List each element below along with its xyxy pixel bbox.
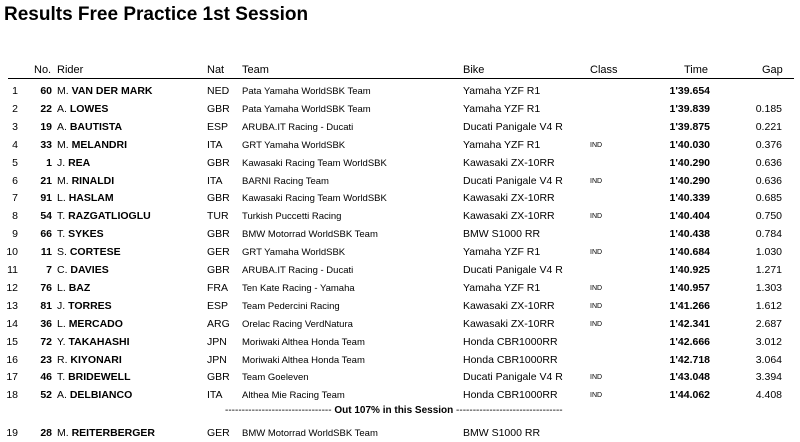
position-cell: 17 [6,371,18,384]
position-cell: 16 [6,353,18,366]
class-cell: IND [590,392,603,400]
rider-number-cell: 22 [40,102,52,115]
gap-cell: 1.612 [755,299,782,312]
nationality-cell: GER [207,246,230,259]
table-row [0,172,800,190]
rider-name-cell [57,139,127,151]
rider-name-cell [57,103,108,115]
rider-number-cell: 28 [40,427,52,439]
out-107-label: Out 107% in this Session [334,405,454,416]
team-cell: ARUBA.IT Racing - Ducati [242,121,354,133]
nationality-cell: ITA [207,174,223,187]
table-row [0,279,800,297]
team-cell: GRT Yamaha WorldSBK [242,247,346,259]
position-cell: 5 [12,156,18,169]
gap-cell: 0.784 [755,228,782,241]
nationality-cell: TUR [207,210,229,223]
rider-surname: REA [68,156,91,169]
nationality-cell: ESP [207,299,229,312]
gap-cell: 0.750 [755,210,782,223]
lap-time-cell: 1'40.957 [669,281,710,294]
team-cell: Pata Yamaha WorldSBK Team [242,86,371,97]
nationality-cell: GBR [207,228,230,241]
table-row [0,154,800,172]
bike-cell: Kawasaki ZX-10RR [463,317,555,330]
nationality-cell: JPN [207,335,227,348]
rider-name-cell [57,336,130,348]
position-cell: 9 [12,228,18,241]
class-cell: IND [590,249,603,257]
header-divider [8,78,794,79]
rider-initial: M. [57,138,69,151]
team-cell: Team Pedercini Racing [242,300,340,312]
rider-name-cell [57,264,109,276]
rider-name-cell [57,354,122,366]
bike-cell: Kawasaki ZX-10RR [463,210,555,223]
bike-cell: Honda CBR1000RR [463,389,558,402]
position-cell: 3 [12,120,18,133]
rider-number-cell: 7 [46,264,52,276]
rider-number-cell: 76 [40,281,52,294]
lap-time-cell: 1'40.030 [669,138,710,151]
rider-number-cell: 54 [40,210,52,223]
rider-surname: VAN DER MARK [71,85,153,97]
rider-number-cell: 23 [40,353,52,366]
team-cell: BMW Motorrad WorldSBK Team [242,229,378,241]
nationality-cell: NED [207,85,230,97]
rider-initial: A. [57,389,67,402]
gap-cell: 0.685 [755,192,782,205]
bike-cell: Honda CBR1000RR [463,335,558,348]
rider-initial: L. [57,281,66,294]
rider-number-cell: 33 [40,138,52,151]
rider-surname: TORRES [68,299,112,312]
rider-number-cell: 91 [40,192,52,205]
bike-cell: Yamaha YZF R1 [463,246,541,259]
nationality-cell: JPN [207,353,227,366]
rider-surname: DELBIANCO [69,389,133,402]
header-no: No. [34,64,52,76]
rider-number-cell: 21 [40,174,52,187]
team-cell: Orelac Racing VerdNatura [242,318,353,330]
rider-name-cell [57,85,152,97]
rider-name-cell [57,175,114,187]
position-cell: 2 [12,102,18,115]
rider-number-cell: 19 [40,120,52,133]
position-cell: 10 [6,246,18,259]
table-row [0,297,800,315]
rider-name-cell [57,121,122,133]
rider-name-cell [57,389,132,401]
rider-surname: HASLAM [68,192,114,205]
rider-initial: L. [57,192,66,205]
rider-initial: S. [57,246,67,259]
position-cell: 7 [12,192,18,205]
separator-dashes-left: -------------------------------- [225,405,332,416]
rider-number-cell: 72 [40,335,52,348]
rider-initial: R. [57,353,68,366]
lap-time-cell: 1'40.684 [669,246,710,259]
lap-time-cell: 1'42.666 [669,335,710,348]
class-cell: IND [590,302,603,310]
team-cell: Turkish Puccetti Racing [242,211,342,223]
rider-surname: SYKES [68,228,104,241]
position-cell: 15 [6,335,18,348]
lap-time-cell: 1'39.875 [669,120,710,133]
header-time: Time [684,64,709,76]
lap-time-cell: 1'44.062 [669,389,710,402]
separator-dashes-right: -------------------------------- [456,405,563,416]
nationality-cell: GBR [207,192,230,205]
table-row [0,424,800,442]
rider-surname: REITERBERGER [71,427,156,439]
team-cell: Moriwaki Althea Honda Team [242,336,365,348]
header-rider: Rider [57,64,84,76]
lap-time-cell: 1'39.654 [669,85,710,97]
header-nat: Nat [207,64,225,76]
bike-cell: Honda CBR1000RR [463,353,558,366]
nationality-cell: GBR [207,264,230,276]
table-row [0,261,800,279]
rider-initial: Y. [57,335,66,348]
position-cell: 4 [12,138,18,151]
table-row [0,368,800,386]
lap-time-cell: 1'39.839 [669,102,710,115]
table-row [0,100,800,118]
rider-initial: J. [57,299,66,312]
rider-name-cell [57,371,131,383]
nationality-cell: ESP [207,120,229,133]
bike-cell: Ducati Panigale V4 R [463,264,563,276]
rider-name-cell [57,300,112,312]
position-cell: 12 [6,281,18,294]
rider-initial: M. [57,174,69,187]
header-team: Team [242,64,269,76]
gap-cell: 0.185 [755,102,782,115]
table-row [0,225,800,243]
rider-number-cell: 46 [40,371,52,384]
header-class: Class [590,64,618,76]
lap-time-cell: 1'40.290 [669,156,710,169]
bike-cell: BMW S1000 RR [463,427,541,439]
team-cell: ARUBA.IT Racing - Ducati [242,265,354,276]
rider-name-cell [57,228,104,240]
rider-name-cell [57,210,151,222]
rider-surname: LOWES [69,102,109,115]
gap-cell: 3.064 [755,353,782,366]
table-row [0,189,800,207]
gap-cell: 3.394 [755,371,782,384]
team-cell: GRT Yamaha WorldSBK [242,139,346,151]
bike-cell: Ducati Panigale V4 R [463,120,563,133]
class-cell: IND [590,374,603,382]
lap-time-cell: 1'42.718 [669,353,710,366]
bike-cell: Yamaha YZF R1 [463,85,541,97]
lap-time-cell: 1'40.339 [669,192,710,205]
gap-cell: 2.687 [755,317,782,330]
gap-cell: 3.012 [755,335,782,348]
rider-surname: BAZ [68,281,91,294]
rider-name-cell [57,246,121,258]
rider-initial: A. [57,120,67,133]
class-cell: IND [590,284,603,292]
lap-time-cell: 1'43.048 [669,371,710,384]
position-cell: 18 [6,389,18,402]
rider-surname: BRIDEWELL [68,371,131,384]
rider-number-cell: 60 [40,85,52,97]
rider-number-cell: 1 [46,156,52,169]
rider-surname: BAUTISTA [69,120,123,133]
nationality-cell: FRA [207,281,228,294]
bike-cell: Kawasaki ZX-10RR [463,156,555,169]
lap-time-cell: 1'41.266 [669,299,710,312]
table-row [0,351,800,369]
rider-number-cell: 36 [40,317,52,330]
team-cell: Althea Mie Racing Team [242,390,345,402]
team-cell: Team Goeleven [242,372,309,384]
rider-initial: M. [57,85,69,97]
nationality-cell: GBR [207,102,230,115]
position-cell: 8 [12,210,18,223]
class-cell: IND [590,141,603,149]
lap-time-cell: 1'40.290 [669,174,710,187]
rider-name-cell [57,318,123,330]
bike-cell: Ducati Panigale V4 R [463,371,563,384]
rider-initial: L. [57,317,66,330]
position-cell: 6 [12,174,18,187]
rider-number-cell: 52 [40,389,52,402]
position-cell: 11 [7,264,18,276]
team-cell: BMW Motorrad WorldSBK Team [242,428,378,439]
table-row [0,315,800,333]
table-row [0,333,800,351]
position-cell: 13 [6,299,18,312]
rider-surname: TAKAHASHI [68,335,130,348]
rider-number-cell: 81 [40,299,52,312]
class-cell: IND [590,320,603,328]
rider-surname: KIYONARI [70,353,122,366]
table-row [0,386,800,404]
gap-cell: 0.636 [755,156,782,169]
header-gap: Gap [762,64,783,76]
rider-surname: MELANDRI [71,138,128,151]
nationality-cell: GER [207,427,230,439]
team-cell: BARNI Racing Team [242,175,329,187]
rider-initial: A. [57,102,67,115]
nationality-cell: ITA [207,389,223,402]
lap-time-cell: 1'42.341 [669,317,710,330]
rider-name-cell [57,192,114,204]
rider-initial: C. [57,264,68,276]
bike-cell: BMW S1000 RR [463,228,541,241]
position-cell: 1 [12,85,18,97]
team-cell: Kawasaki Racing Team WorldSBK [242,157,387,169]
rider-name-cell [57,427,155,439]
gap-cell: 4.408 [755,389,782,402]
nationality-cell: GBR [207,156,230,169]
class-cell: IND [590,177,603,185]
table-row [0,207,800,225]
lap-time-cell: 1'40.404 [669,210,710,223]
team-cell: Kawasaki Racing Team WorldSBK [242,193,387,205]
nationality-cell: ARG [207,317,230,330]
gap-cell: 1.303 [755,281,782,294]
rider-surname: DAVIES [70,264,109,276]
rider-initial: T. [57,371,66,384]
rider-surname: RINALDI [71,174,115,187]
out-107-separator [225,405,563,416]
bike-cell: Kawasaki ZX-10RR [463,299,555,312]
nationality-cell: GBR [207,371,230,384]
rider-initial: J. [57,156,66,169]
rider-surname: RAZGATLIOGLU [68,210,151,223]
table-row [0,136,800,154]
rider-name-cell [57,157,90,169]
gap-cell: 0.221 [755,120,782,133]
gap-cell: 0.636 [755,174,782,187]
header-bike: Bike [463,64,485,76]
gap-cell: 0.376 [755,138,782,151]
gap-cell: 1.271 [755,264,782,276]
table-row [0,82,800,100]
bike-cell: Ducati Panigale V4 R [463,174,563,187]
bike-cell: Yamaha YZF R1 [463,138,541,151]
gap-cell: 1.030 [755,246,782,259]
page-title: Results Free Practice 1st Session [4,4,309,25]
rider-initial: T. [57,228,66,241]
position-cell: 19 [6,427,18,439]
position-cell: 14 [6,317,18,330]
team-cell: Pata Yamaha WorldSBK Team [242,103,371,115]
rider-surname: CORTESE [69,246,121,259]
lap-time-cell: 1'40.925 [669,264,710,276]
lap-time-cell: 1'40.438 [669,228,710,241]
bike-cell: Kawasaki ZX-10RR [463,192,555,205]
team-cell: Ten Kate Racing - Yamaha [242,282,355,294]
class-cell: IND [590,213,603,221]
nationality-cell: ITA [207,138,223,151]
rider-name-cell [57,282,90,294]
bike-cell: Yamaha YZF R1 [463,102,541,115]
rider-number-cell: 11 [40,246,52,259]
table-row [0,118,800,136]
rider-initial: M. [57,427,69,439]
team-cell: Moriwaki Althea Honda Team [242,354,365,366]
rider-number-cell: 66 [40,228,52,241]
table-row [0,243,800,261]
rider-initial: T. [57,210,66,223]
bike-cell: Yamaha YZF R1 [463,281,541,294]
rider-surname: MERCADO [68,317,123,330]
